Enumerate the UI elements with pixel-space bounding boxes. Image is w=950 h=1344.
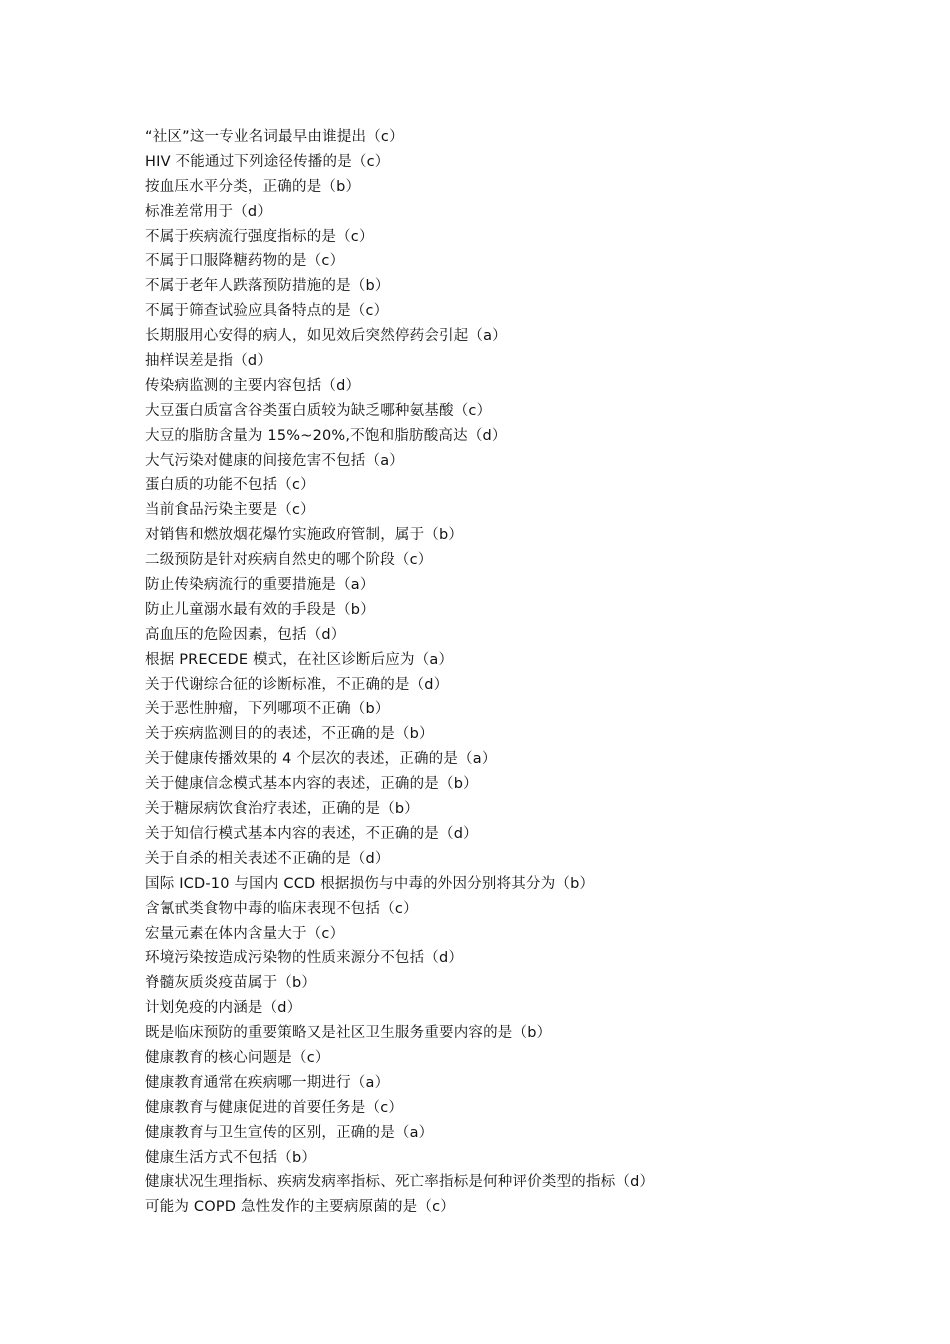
question-line: 关于恶性肿瘤，下列哪项不正确（b）: [145, 701, 390, 718]
question-line: 不属于疾病流行强度指标的是（c）: [145, 228, 374, 245]
question-line: 国际 ICD-10 与国内 CCD 根据损伤与中毒的外因分别将其分为（b）: [145, 875, 595, 892]
question-line: 关于代谢综合征的诊断标准，不正确的是（d）: [145, 676, 449, 693]
question-line: 大气污染对健康的间接危害不包括（a）: [145, 452, 404, 469]
question-line: 标准差常用于（d）: [145, 203, 273, 220]
question-line: 计划免疫的内涵是（d）: [145, 1000, 302, 1017]
question-line: 健康状况生理指标、疾病发病率指标、死亡率指标是何种评价类型的指标（d）: [145, 1174, 655, 1191]
question-line: “社区”这一专业名词最早由谁提出（c）: [145, 129, 404, 145]
question-line: 不属于口服降糖药物的是（c）: [145, 253, 345, 270]
question-line: 长期服用心安得的病人，如见效后突然停药会引起（a）: [145, 328, 507, 345]
question-line: 可能为 COPD 急性发作的主要病原菌的是（c）: [145, 1199, 455, 1216]
question-line: 高血压的危险因素，包括（d）: [145, 626, 346, 643]
question-line: 根据 PRECEDE 模式，在社区诊断后应为（a）: [145, 651, 454, 668]
question-line: 二级预防是针对疾病自然史的哪个阶段（c）: [145, 552, 433, 569]
question-line: 脊髓灰质炎疫苗属于（b）: [145, 975, 317, 992]
question-line: 防止传染病流行的重要措施是（a）: [145, 577, 375, 594]
question-line: 不属于老年人跌落预防措施的是（b）: [145, 278, 390, 295]
question-line: 健康教育通常在疾病哪一期进行（a）: [145, 1074, 390, 1091]
question-line: 蛋白质的功能不包括（c）: [145, 477, 315, 494]
question-line: 关于健康信念模式基本内容的表述，正确的是（b）: [145, 776, 478, 793]
question-line: 健康教育的核心问题是（c）: [145, 1049, 330, 1066]
question-line: 关于自杀的相关表述不正确的是（d）: [145, 850, 390, 867]
question-line: 关于疾病监测目的的表述，不正确的是（b）: [145, 726, 434, 743]
question-line: 环境污染按造成污染物的性质来源分不包括（d）: [145, 950, 464, 967]
question-line: 健康教育与卫生宣传的区别，正确的是（a）: [145, 1124, 434, 1141]
question-line: 关于糖尿病饮食治疗表述，正确的是（b）: [145, 801, 420, 818]
question-line: 按血压水平分类，正确的是（b）: [145, 178, 361, 195]
question-line: 抽样误差是指（d）: [145, 353, 273, 370]
question-line: 大豆蛋白质富含谷类蛋白质较为缺乏哪种氨基酸（c）: [145, 402, 492, 419]
question-line: 宏量元素在体内含量大于（c）: [145, 925, 345, 942]
question-line: HIV 不能通过下列途径传播的是（c）: [145, 153, 390, 170]
question-line: 既是临床预防的重要策略又是社区卫生服务重要内容的是（b）: [145, 1025, 552, 1042]
question-line: 关于健康传播效果的 4 个层次的表述，正确的是（a）: [145, 751, 497, 768]
question-line: 传染病监测的主要内容包括（d）: [145, 377, 361, 394]
question-line: 对销售和燃放烟花爆竹实施政府管制，属于（b）: [145, 527, 464, 544]
question-line: 健康教育与健康促进的首要任务是（c）: [145, 1099, 404, 1116]
question-line: 含氰甙类食物中毒的临床表现不包括（c）: [145, 900, 418, 917]
question-line: 大豆的脂肪含量为 15%~20%,不饱和脂肪酸高达（d）: [145, 427, 507, 444]
question-list: [145, 125, 845, 1220]
question-line: 关于知信行模式基本内容的表述，不正确的是（d）: [145, 825, 478, 842]
question-line: 不属于筛查试验应具备特点的是（c）: [145, 303, 389, 320]
question-line: 健康生活方式不包括（b）: [145, 1149, 317, 1166]
question-line: 当前食品污染主要是（c）: [145, 502, 315, 519]
question-line: 防止儿童溺水最有效的手段是（b）: [145, 601, 375, 618]
